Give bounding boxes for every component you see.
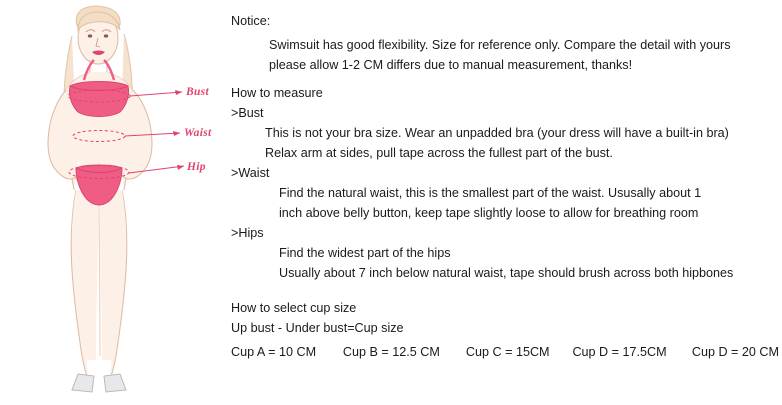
- hips-line-2: Usually about 7 inch below natural waist, tape should brush across both hipbones: [279, 266, 734, 280]
- section-title-hips: >Hips: [231, 226, 264, 240]
- cup-size-formula: Up bust - Under bust=Cup size: [231, 321, 404, 335]
- cup-size-e: Cup D = 20 CM: [691, 345, 779, 359]
- bust-line-1: This is not your bra size. Wear an unpadded bra (your dress will have a built-in bra): [265, 126, 729, 140]
- woman-figure-icon: [0, 0, 225, 405]
- bust-line-2: Relax arm at sides, pull tape across the fullest part of the bust.: [265, 146, 613, 160]
- hip-label: Hip: [187, 161, 206, 173]
- section-title-waist: >Waist: [231, 166, 270, 180]
- figure-illustration-panel: [0, 0, 225, 405]
- hips-line-1: Find the widest part of the hips: [279, 246, 451, 260]
- notice-heading: Notice:: [231, 14, 271, 28]
- notice-line-2: please allow 1-2 CM differs due to manual measurement, thanks!: [269, 58, 633, 72]
- notice-line-1: Swimsuit has good flexibility. Size for reference only. Compare the detail with yours: [269, 38, 731, 52]
- cup-size-heading: How to select cup size: [231, 301, 357, 315]
- bust-label: Bust: [186, 86, 209, 98]
- cup-size-row: [231, 345, 779, 360]
- cup-size-c: Cup C = 15CM: [465, 345, 550, 359]
- cup-size-b: Cup B = 12.5 CM: [342, 345, 440, 359]
- size-guide-text-panel: [231, 14, 779, 360]
- cup-size-d: Cup D = 17.5CM: [572, 345, 667, 359]
- section-title-bust: >Bust: [231, 106, 264, 120]
- how-to-measure-heading: How to measure: [231, 86, 323, 100]
- waist-line-1: Find the natural waist, this is the smallest part of the waist. Ususally about 1: [279, 186, 702, 200]
- cup-size-a: Cup A = 10 CM: [231, 345, 317, 359]
- waist-line-2: inch above belly button, keep tape slightly loose to allow for breathing room: [279, 206, 699, 220]
- waist-label: Waist: [184, 127, 212, 139]
